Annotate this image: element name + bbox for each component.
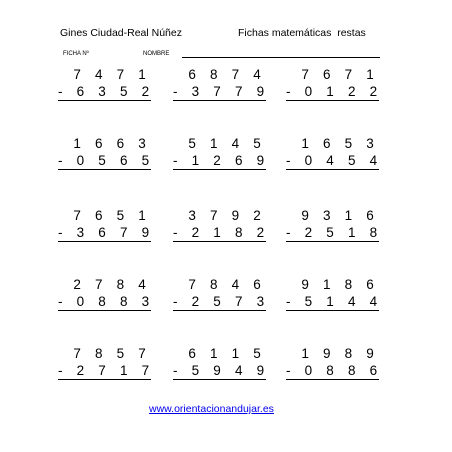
minuend: 7 6 7 1 — [301, 67, 379, 82]
subtraction-problem — [58, 135, 155, 170]
subtrahend: - 2 7 1 7 — [58, 363, 155, 378]
subtrahend: - 6 3 5 2 — [58, 84, 155, 99]
subtraction-problem — [286, 276, 383, 311]
minuend: 7 8 4 6 — [188, 277, 266, 292]
minuend: 6 8 7 4 — [188, 67, 266, 82]
minuend: 9 3 1 6 — [301, 208, 379, 223]
subtraction-problem — [173, 207, 270, 242]
subtraction-problem — [173, 345, 270, 380]
minuend: 1 6 5 3 — [301, 136, 379, 151]
minuend: 9 1 8 6 — [301, 277, 379, 292]
subtraction-problem — [58, 207, 155, 242]
subtrahend: - 0 5 6 5 — [58, 153, 155, 168]
subtraction-problem — [173, 66, 270, 101]
subtrahend: - 0 8 8 3 — [58, 294, 155, 309]
subtraction-problem — [173, 276, 270, 311]
subtrahend: - 2 1 8 2 — [173, 225, 270, 240]
subtrahend: - 0 1 2 2 — [286, 84, 383, 99]
ficha-number-label: FICHA Nº — [63, 51, 89, 57]
website-link[interactable]: www.orientacionandujar.es — [149, 403, 274, 415]
subtraction-problem — [58, 66, 155, 101]
name-label: NOMBRE — [143, 51, 170, 57]
minuend: 1 6 6 3 — [73, 136, 151, 151]
subtraction-problem — [286, 66, 383, 101]
subtrahend: - 2 5 7 3 — [173, 294, 270, 309]
subtrahend: - 5 1 4 4 — [286, 294, 383, 309]
name-blank-line — [182, 57, 380, 58]
subtrahend: - 3 7 7 9 — [173, 84, 270, 99]
subtraction-problem — [286, 345, 383, 380]
subtraction-problem — [58, 276, 155, 311]
minuend: 7 4 7 1 — [73, 67, 151, 82]
subtrahend: - 0 4 5 4 — [286, 153, 383, 168]
subtrahend: - 3 6 7 9 — [58, 225, 155, 240]
subtraction-problem — [286, 135, 383, 170]
minuend: 5 1 4 5 — [188, 136, 266, 151]
subtrahend: - 1 2 6 9 — [173, 153, 270, 168]
worksheet-title: Fichas matemáticas restas — [238, 27, 366, 39]
subtrahend: - 2 5 1 8 — [286, 225, 383, 240]
minuend: 7 6 5 1 — [73, 208, 151, 223]
subtrahend: - 5 9 4 9 — [173, 363, 270, 378]
minuend: 2 7 8 4 — [73, 277, 151, 292]
subtraction-problem — [286, 207, 383, 242]
author-name: Gines Ciudad-Real Núñez — [60, 27, 182, 39]
minuend: 7 8 5 7 — [73, 346, 151, 361]
subtraction-problem — [58, 345, 155, 380]
minuend: 6 1 1 5 — [188, 346, 266, 361]
minuend: 1 9 8 9 — [301, 346, 379, 361]
subtrahend: - 0 8 8 6 — [286, 363, 383, 378]
minuend: 3 7 9 2 — [188, 208, 266, 223]
subtraction-problem — [173, 135, 270, 170]
